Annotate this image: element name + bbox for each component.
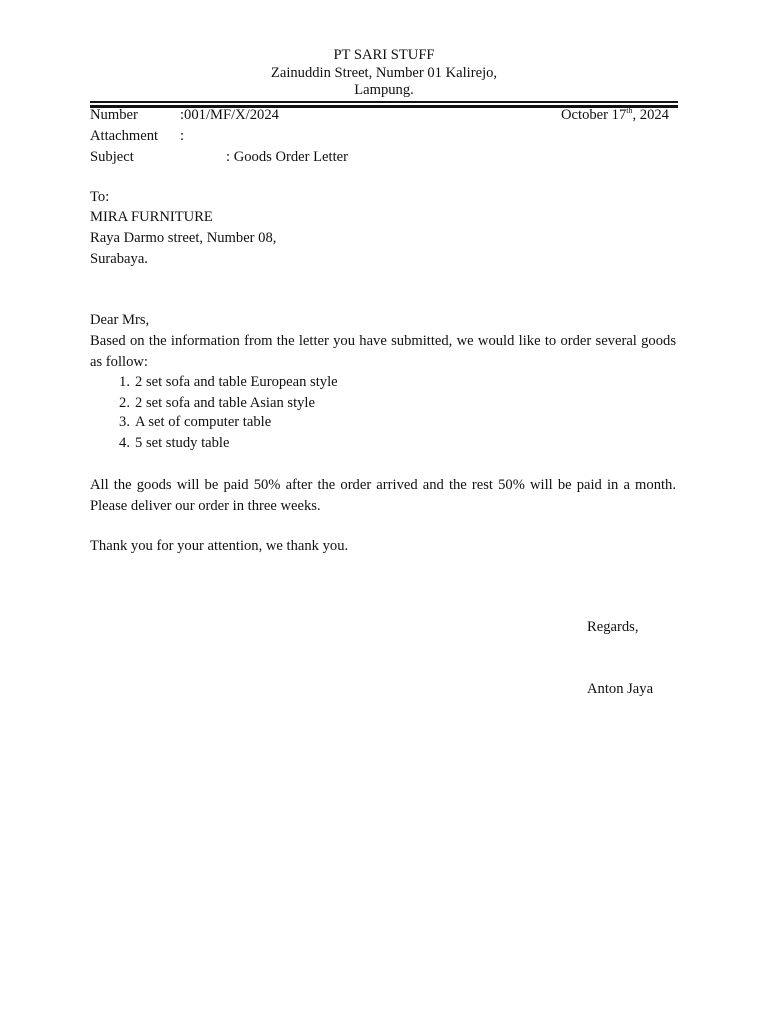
header-divider-thick	[90, 101, 678, 103]
date-month-day: October 17	[561, 107, 627, 123]
date-suffix: th	[626, 106, 633, 115]
list-item-text: 2 set sofa and table European style	[135, 374, 338, 390]
recipient-city: Surabaya.	[90, 251, 148, 267]
recipient-name: MIRA FURNITURE	[90, 209, 213, 225]
list-item-text: 2 set sofa and table Asian style	[135, 395, 315, 411]
subject-value: : Goods Order Letter	[226, 149, 348, 165]
list-item-number: 3.	[119, 414, 130, 430]
list-item	[0, 395, 768, 415]
number-value: :001/MF/X/2024	[180, 107, 279, 123]
date-year: , 2024	[632, 107, 669, 123]
attachment-value: :	[180, 128, 185, 144]
recipient-street: Raya Darmo street, Number 08,	[90, 230, 277, 246]
closing-line: Thank you for your attention, we thank you.	[90, 538, 349, 554]
list-item-number: 1.	[119, 374, 130, 390]
list-item-text: A set of computer table	[135, 414, 272, 430]
company-address-line1: Zainuddin Street, Number 01 Kalirejo,	[270, 65, 498, 81]
list-item	[0, 435, 768, 455]
recipient-to: To:	[90, 189, 110, 205]
subject-label: Subject	[90, 149, 134, 165]
list-item-text: 5 set study table	[135, 435, 230, 451]
attachment-label: Attachment	[90, 128, 159, 144]
number-label: Number	[90, 107, 138, 123]
payment-paragraph: All the goods will be paid 50% after the order arrived and the rest 50% will be paid in a month. Please deliver our order in three weeks.	[90, 477, 676, 514]
company-name: PT SARI STUFF	[333, 47, 435, 63]
company-address-line2: Lampung.	[354, 82, 414, 98]
salutation: Dear Mrs,	[90, 312, 150, 328]
regards: Regards,	[587, 619, 639, 635]
letter-date	[561, 107, 669, 124]
list-item-number: 2.	[119, 395, 130, 411]
intro-paragraph: Based on the information from the letter you have submitted, we would like to order several goods as follow:	[90, 333, 676, 370]
list-item	[0, 414, 768, 434]
list-item	[0, 374, 768, 394]
list-item-number: 4.	[119, 435, 130, 451]
signer-name: Anton Jaya	[587, 681, 654, 697]
